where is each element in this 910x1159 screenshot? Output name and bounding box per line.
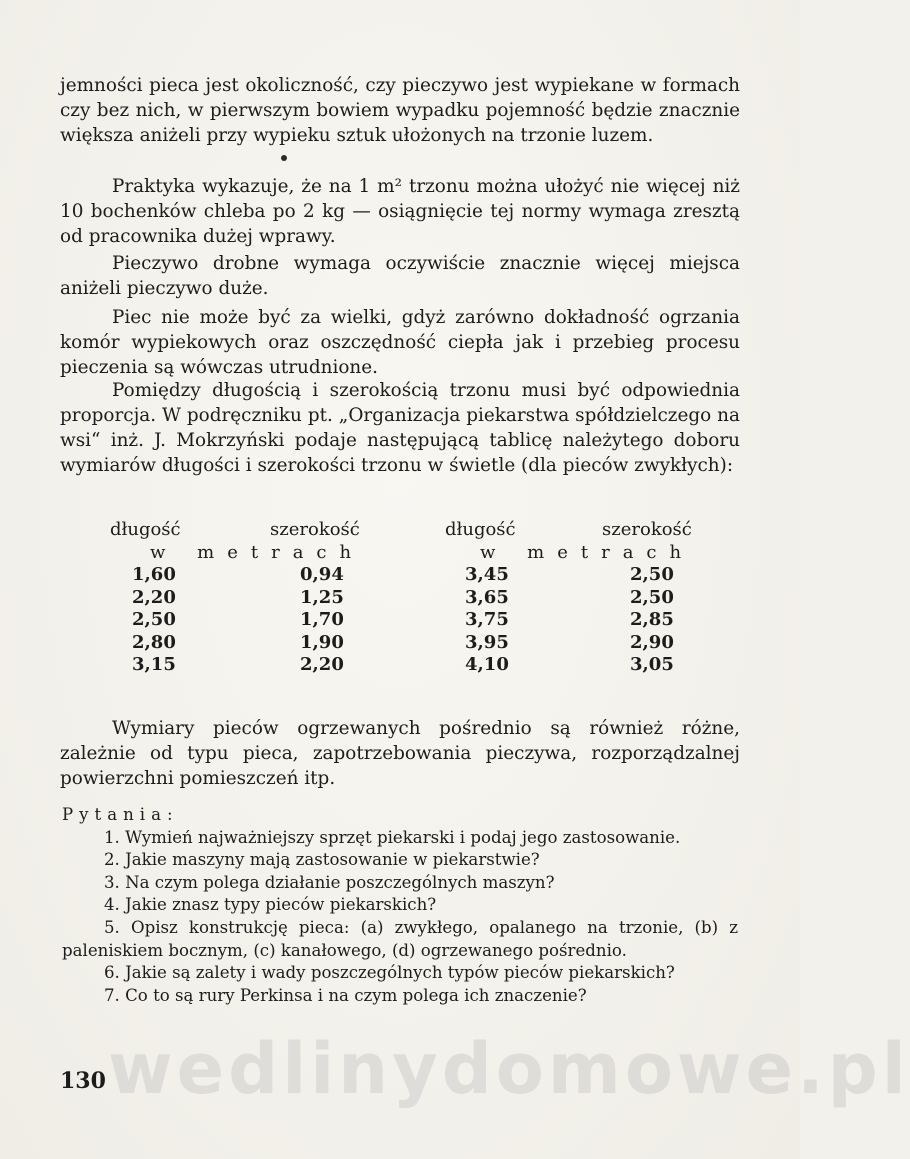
header-length-2: długość <box>445 519 516 540</box>
table-cell: 1,60 <box>132 564 176 585</box>
question-item: 6. Jakie są zalety i wady poszczególnych typów pieców piekarskich? <box>104 963 675 983</box>
table-unit-row <box>110 542 710 565</box>
table-row <box>110 587 710 610</box>
question-item: 4. Jakie znasz typy pieców piekarskich? <box>104 895 437 915</box>
question-item: 2. Jakie maszyny mają zastosowanie w piekarstwie? <box>104 850 540 870</box>
unit-label-left: w metrach <box>150 541 365 563</box>
header-width-2: szerokość <box>602 519 692 540</box>
table-cell: 2,20 <box>132 586 176 608</box>
table-cell: 2,90 <box>630 631 674 653</box>
watermark: wedlinydomowe.pl <box>108 1028 910 1110</box>
question-item: 7. Co to są rury Perkinsa i na czym polega ich znaczenie? <box>104 985 587 1005</box>
table-cell: 3,75 <box>465 609 509 630</box>
header-width-1: szerokość <box>270 519 360 540</box>
paragraph-oven-size: Piec nie może być za wielki, gdyż zarówno dokładność ogrzania komór wypiekowych oraz oszczędność ciepła jak i przebieg procesu pieczenia są wówczas utrudnione. <box>60 307 740 378</box>
question-item: 1. Wymień najważniejszy sprzęt piekarski i podaj jego zastosowanie. <box>104 827 681 847</box>
unit-label-right: w metrach <box>480 541 695 563</box>
table-row <box>110 632 710 655</box>
paragraph-oven-capacity: Praktyka wykazuje, że na 1 m² trzonu można ułożyć nie więcej niż 10 bochenków chleba po 2 kg — osiągnięcie tej normy wymaga zresztą od pracownika dużej wprawy. <box>60 176 740 247</box>
paragraph-proportion: Pomiędzy długością i szerokością trzonu musi być odpowiednia proporcja. W podręczniku pt. „Organizacja piekarstwa spółdzielczego na wsi“ inż. J. Mokrzyński podaje następującą tablicę należytego doboru wymiarów długości i szerokości trzonu w świetle (dla pieców zwykłych): <box>60 380 740 476</box>
table-cell: 1,90 <box>300 631 344 653</box>
table-cell: 3,15 <box>132 654 176 675</box>
table-cell: 0,94 <box>300 564 344 585</box>
paragraph-indirect-ovens: Wymiary pieców ogrzewanych pośrednio są również różne, zależnie od typu pieca, zapotrzebowania pieczywa, rozporządzalnej powierzchni pomieszczeń itp. <box>60 718 740 789</box>
paragraph-continuation: jemności pieca jest okoliczność, czy pieczywo jest wypiekane w formach czy bez nich, w pierwszym bowiem wypadku pojemność będzie znacznie większa aniżeli przy wypieku sztuk ułożonych na trzonie luzem. <box>60 75 740 146</box>
questions-section <box>62 804 738 1007</box>
table-cell: 3,45 <box>465 564 509 585</box>
table-cell: 2,50 <box>630 564 674 585</box>
table-cell: 1,25 <box>300 586 344 608</box>
questions-heading: Pytania: <box>62 805 179 824</box>
table-cell: 3,95 <box>465 631 509 653</box>
table-header-row <box>110 519 710 542</box>
question-item: 5. Opisz konstrukcję pieca: (a) zwykłego, opalanego na trzonie, (b) z paleniskiem bocznym, (c) kanałowego, (d) ogrzewanego pośrednio. <box>62 917 738 960</box>
page-number: 130 <box>60 1068 106 1094</box>
table-row <box>110 564 710 587</box>
table-cell: 2,85 <box>630 609 674 630</box>
table-row <box>110 654 710 677</box>
header-length-1: długość <box>110 519 181 540</box>
hearth-dimensions-table <box>110 519 710 677</box>
table-cell: 1,70 <box>300 609 344 630</box>
table-cell: 2,20 <box>300 654 344 675</box>
table-cell: 3,65 <box>465 586 509 608</box>
table-cell: 2,50 <box>132 609 176 630</box>
table-cell: 2,50 <box>630 586 674 608</box>
table-cell: 3,05 <box>630 654 674 675</box>
table-row <box>110 609 710 632</box>
question-item: 3. Na czym polega działanie poszczególnych maszyn? <box>104 872 555 892</box>
paragraph-small-bread: Pieczywo drobne wymaga oczywiście znacznie więcej miejsca aniżeli pieczywo duże. <box>60 253 740 299</box>
table-cell: 2,80 <box>132 631 176 653</box>
ink-speck <box>281 155 287 161</box>
table-cell: 4,10 <box>465 654 509 675</box>
